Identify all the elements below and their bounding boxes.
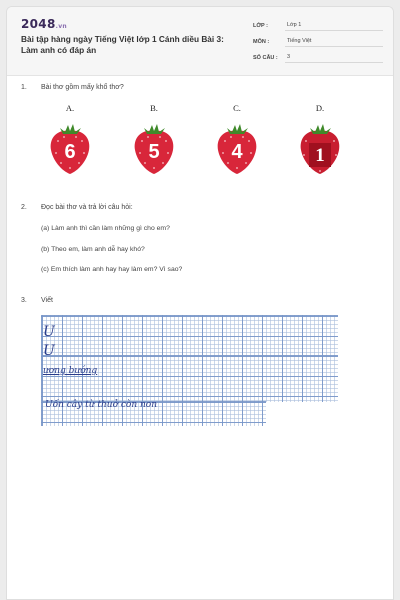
meta-value: Tiếng Việt xyxy=(285,38,383,47)
logo[interactable] xyxy=(21,17,67,31)
question-3-text: Viết xyxy=(41,297,53,304)
meta-row-class xyxy=(253,19,383,35)
question-1-number: 1. xyxy=(21,84,27,91)
handwriting-line-2: U xyxy=(43,343,55,359)
handwriting-line-1: U xyxy=(43,324,55,340)
question-2-item-a: (a) Làm anh thì cần làm những gì cho em? xyxy=(41,225,170,232)
logo-text: 2048 xyxy=(21,17,56,31)
choice-value: 5 xyxy=(148,141,160,163)
question-2-text: Đọc bài thơ và trả lời câu hỏi: xyxy=(41,204,133,211)
header xyxy=(7,7,393,76)
choice-letter: D. xyxy=(315,103,325,113)
meta-value: 3 xyxy=(285,54,383,63)
strawberry-icon xyxy=(46,117,94,175)
choice-c[interactable] xyxy=(212,103,262,180)
meta-info xyxy=(253,19,383,67)
question-2-item-c: (c) Em thích làm anh hay hay làm em? Vì sao? xyxy=(41,266,183,273)
meta-label: MÔN : xyxy=(253,39,270,45)
question-2-item-b: (b) Theo em, làm anh dễ hay khó? xyxy=(41,246,145,253)
writing-grid-top xyxy=(41,315,338,356)
choice-value: 4 xyxy=(231,141,243,163)
meta-row-count xyxy=(253,51,383,67)
handwriting-line-4: Uốn cây từ thuở còn non xyxy=(45,400,157,410)
choice-d[interactable] xyxy=(295,103,345,180)
question-3-number: 3. xyxy=(21,297,27,304)
logo-suffix: .vn xyxy=(55,23,67,30)
strawberry-icon xyxy=(213,117,261,175)
question-1-text: Bài thơ gồm mấy khổ thơ? xyxy=(41,84,124,91)
choice-letter: C. xyxy=(233,103,241,113)
question-2-number: 2. xyxy=(21,204,27,211)
choice-b[interactable] xyxy=(129,103,179,180)
choice-value: 6 xyxy=(64,141,76,163)
meta-row-subject xyxy=(253,35,383,51)
worksheet xyxy=(6,6,394,600)
choice-a[interactable] xyxy=(45,103,95,180)
choice-value: 1 xyxy=(315,145,325,166)
meta-label: LỚP : xyxy=(253,23,268,29)
writing-grid-middle xyxy=(41,355,338,402)
document-title: Bài tập hàng ngày Tiếng Việt lớp 1 Cánh diều Bài 3: Làm anh có đáp án xyxy=(21,34,224,55)
strawberry-icon xyxy=(130,117,178,175)
meta-value: Lớp 1 xyxy=(285,22,383,31)
handwriting-line-3: ương bướng xyxy=(43,366,98,376)
choice-letter: A. xyxy=(65,103,75,113)
choice-letter: B. xyxy=(150,103,158,113)
strawberry-icon xyxy=(296,117,344,175)
meta-label: SỐ CÂU : xyxy=(253,55,278,61)
